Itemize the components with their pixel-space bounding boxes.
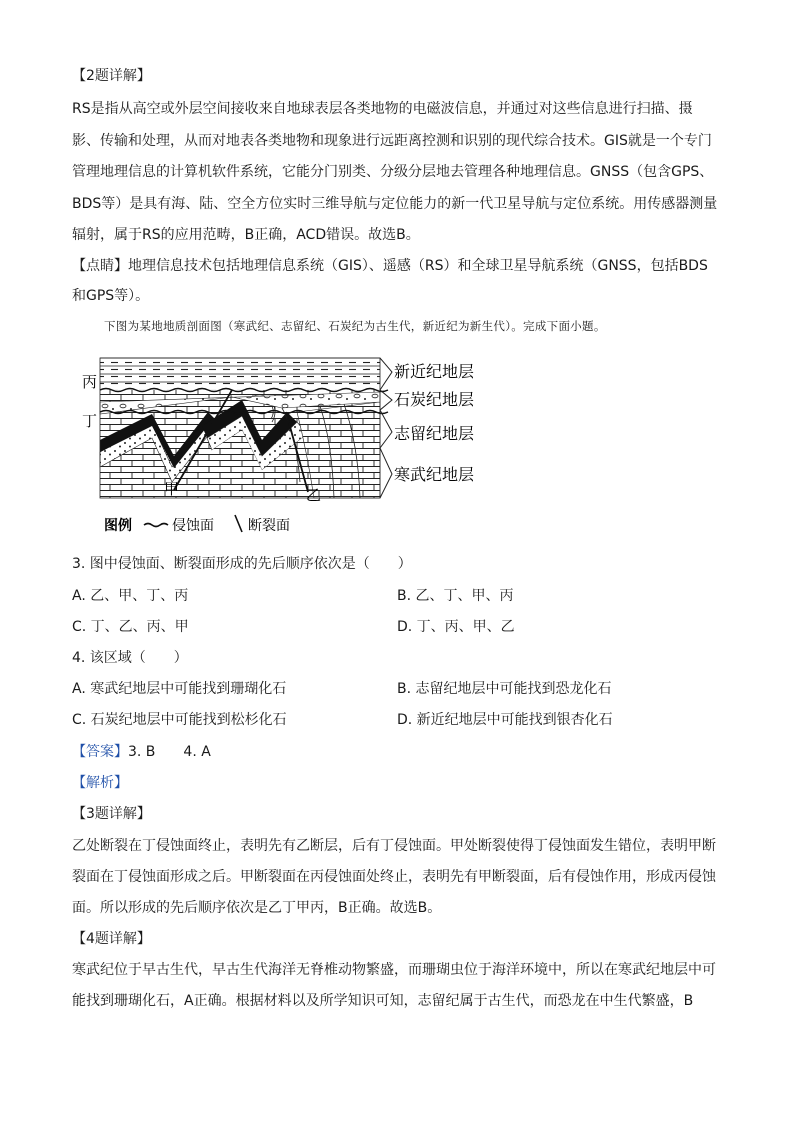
analysis-label: 【解析】	[72, 775, 128, 791]
figure-intro: 下图为某地地质剖面图（寒武纪、志留纪、石炭纪为古生代，新近纪为新生代）。完成下面小题。	[104, 319, 606, 333]
marker-ding: 丁	[82, 412, 98, 430]
marker-jia: 甲	[164, 480, 180, 498]
dianjing-label: 【点睛】	[72, 258, 128, 274]
q2-heading: 【2题详解】	[72, 68, 151, 84]
q2-line-5: 辐射，属于RS的应用范畴，B正确，ACD错误。故选B。	[72, 227, 420, 243]
label-cambrian: 寒武纪地层	[394, 465, 475, 484]
bracket-silurian	[380, 410, 392, 448]
answer-label: 【答案】	[72, 744, 128, 760]
q4-option-b: B. 志留纪地层中可能找到恐龙化石	[397, 681, 612, 697]
answer-text: 3. B 4. A	[128, 744, 211, 760]
q4-detail-line-2: 能找到珊瑚化石，A正确。根据材料以及所学知识可知，志留纪属于古生代，而恐龙在中生代繁盛，B	[72, 993, 694, 1009]
q3-option-d: D. 丁、丙、甲、乙	[397, 619, 515, 635]
legend-title: 图例	[104, 518, 132, 534]
marker-bing: 丙	[82, 373, 98, 391]
bracket-neogene	[380, 358, 392, 390]
q3-option-b: B. 乙、丁、甲、丙	[397, 588, 514, 604]
label-carboniferous: 石炭纪地层	[394, 390, 475, 409]
q3-detail-heading: 【3题详解】	[72, 806, 151, 822]
dianjing-text: 地理信息技术包括地理信息系统（GIS）、遥感（RS）和全球卫星导航系统（GNSS，包括BDS	[128, 258, 708, 274]
q4-stem: 4. 该区域（ ）	[72, 650, 188, 666]
q4-detail-line-1: 寒武纪位于早古生代，早古生代海洋无脊椎动物繁盛，而珊瑚虫位于海洋环境中，所以在寒武纪地层中可	[72, 962, 716, 978]
q2-dianjing	[72, 256, 708, 276]
q3-detail-line-2: 裂面在丁侵蚀面形成之后。甲断裂面在丙侵蚀面处终止，表明先有甲断裂面，后有侵蚀作用，形成丙侵蚀	[72, 869, 716, 885]
q3-detail-line-3: 面。所以形成的先后顺序依次是乙丁甲丙，B正确。故选B。	[72, 900, 442, 916]
legend-erosion: 侵蚀面	[172, 518, 214, 534]
q2-line-3: 管理地理信息的计算机软件系统，它能分门别类、分级分层地去管理各种地理信息。GNSS（包含GPS、	[72, 164, 714, 180]
geologic-cross-section	[82, 352, 492, 537]
q3-stem: 3. 图中侵蚀面、断裂面形成的先后顺序依次是（ ）	[72, 556, 412, 572]
q3-option-a: A. 乙、甲、丁、丙	[72, 588, 189, 604]
q3-detail-line-1: 乙处断裂在丁侵蚀面终止，表明先有乙断层，后有丁侵蚀面。甲处断裂使得丁侵蚀面发生错位，表明甲断	[72, 838, 716, 854]
q2-line-2: 影、传输和处理，从而对地表各类地物和现象进行远距离控测和识别的现代综合技术。GIS就是一个专门	[72, 133, 712, 149]
fault-legend-icon	[235, 515, 242, 532]
q4-detail-heading: 【4题详解】	[72, 931, 151, 947]
erosion-legend-icon	[144, 524, 168, 527]
q4-option-c: C. 石炭纪地层中可能找到松杉化石	[72, 712, 287, 728]
q3-option-c: C. 丁、乙、丙、甲	[72, 619, 189, 635]
q2-line-1: RS是指从高空或外层空间接收来自地球表层各类地物的电磁波信息，并通过对这些信息进行扫描、摄	[72, 101, 693, 117]
q4-option-d: D. 新近纪地层中可能找到银杏化石	[397, 712, 613, 728]
q4-option-a: A. 寒武纪地层中可能找到珊瑚化石	[72, 681, 287, 697]
legend-fault: 断裂面	[248, 518, 290, 534]
answer-line	[72, 742, 211, 762]
q2-dianjing-line-2: 和GPS等）。	[72, 288, 150, 304]
bracket-carboniferous	[380, 390, 392, 410]
label-neogene: 新近纪地层	[394, 362, 475, 381]
label-silurian: 志留纪地层	[394, 424, 475, 443]
marker-yi: 乙	[306, 486, 322, 504]
bracket-cambrian	[380, 448, 392, 498]
q2-line-4: BDS等）是具有海、陆、空全方位实时三维导航与定位能力的新一代卫星导航与定位系统。用传感器测量	[72, 196, 718, 212]
